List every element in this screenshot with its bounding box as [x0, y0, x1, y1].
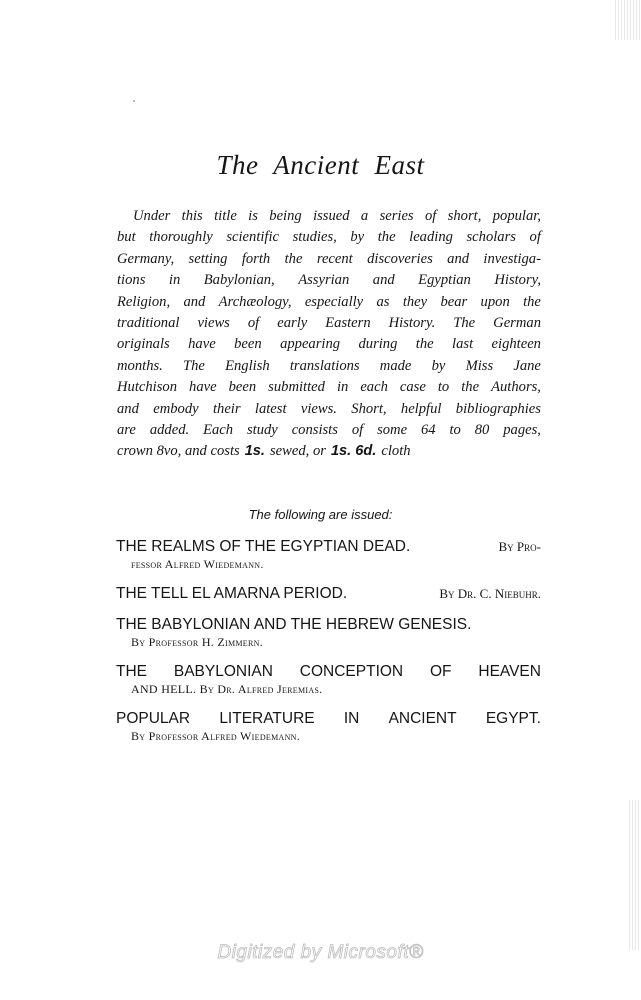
page-title: The Ancient East	[216, 150, 425, 180]
price-text-price1: 1s.	[244, 443, 265, 460]
word: Religion,	[117, 293, 171, 310]
paragraph-line	[117, 249, 541, 270]
word: appearing	[280, 336, 341, 353]
paragraph-line	[117, 227, 541, 248]
entry-title: THE BABYLONIAN AND THE HEBREW GENESIS.	[116, 616, 472, 633]
word: the	[461, 379, 480, 396]
entry-title	[116, 709, 541, 728]
word: traditional	[117, 314, 180, 331]
list-item	[116, 537, 541, 572]
section-subheading: The following are issued:	[248, 507, 393, 522]
word: views	[197, 314, 230, 331]
word: and	[117, 400, 139, 417]
word: popular,	[492, 208, 541, 224]
watermark: Digitized by Microsoft®	[217, 942, 424, 963]
word: bibliographies	[455, 400, 541, 417]
word: title	[214, 208, 237, 224]
word: the	[284, 250, 303, 267]
word: made	[379, 357, 412, 374]
word: Hutchison	[117, 379, 177, 396]
word: especially	[304, 293, 364, 310]
price-text-post: cloth	[381, 443, 411, 460]
word: of	[529, 229, 541, 246]
paragraph-line	[117, 377, 541, 398]
intro-paragraph	[117, 206, 541, 463]
word: been	[234, 336, 262, 353]
word: forth	[241, 250, 271, 267]
word: eighteen	[491, 336, 541, 353]
word: to	[449, 421, 461, 438]
paragraph-line	[117, 420, 541, 441]
word: a	[360, 208, 369, 224]
word: and	[447, 250, 470, 267]
paragraph-line	[117, 356, 541, 377]
word: thoroughly	[149, 229, 213, 246]
word: leading	[409, 229, 453, 246]
word: The	[183, 357, 205, 374]
entry-title-line	[116, 662, 541, 681]
word: and	[372, 272, 395, 289]
word: recent	[316, 250, 353, 267]
word: studies,	[292, 229, 337, 246]
entry-author: By Pro-	[498, 539, 541, 554]
word: 64	[420, 421, 436, 438]
price-text-mid: sewed, or	[269, 443, 326, 460]
word: tions	[117, 272, 146, 289]
paragraph-line	[117, 334, 541, 355]
word: have	[188, 336, 216, 353]
word: EGYPT.	[485, 710, 541, 727]
issued-list	[116, 537, 541, 756]
word: German	[493, 314, 541, 331]
word: each	[360, 379, 388, 396]
word: the	[523, 293, 541, 310]
entry-title: THE REALMS OF THE EGYPTIAN DEAD.	[116, 538, 411, 555]
word: study	[246, 421, 278, 438]
paragraph-line	[117, 292, 541, 313]
word: upon	[480, 293, 510, 310]
word: Authors,	[491, 379, 541, 396]
word: series	[379, 208, 414, 224]
word: 80	[474, 421, 490, 438]
word: IN	[343, 710, 360, 727]
entry-title: THE TELL EL AMARNA PERIOD.	[116, 585, 348, 602]
word: POPULAR	[116, 710, 191, 727]
entry-author: By Professor Alfred Wiedemann.	[131, 729, 301, 743]
word: months.	[117, 357, 163, 374]
word: investiga-	[483, 250, 541, 267]
scan-edge-noise	[613, 0, 641, 40]
word: during	[358, 336, 398, 353]
word: Babylonian,	[203, 272, 275, 289]
word: scholars	[466, 229, 516, 246]
word: English	[225, 357, 270, 374]
word: views.	[300, 400, 337, 417]
word: in	[336, 379, 349, 396]
list-item	[116, 615, 541, 650]
word: consists	[291, 421, 338, 438]
word: some	[377, 421, 408, 438]
entry-title	[116, 662, 541, 681]
list-item	[116, 662, 541, 697]
word: the	[415, 336, 434, 353]
word: their	[212, 400, 241, 417]
word: they	[402, 293, 428, 310]
word: to	[437, 379, 450, 396]
entry-title-line	[116, 709, 541, 728]
word: translations	[289, 357, 360, 374]
word: and	[183, 293, 206, 310]
price-text-price2: 1s. 6d.	[330, 443, 377, 460]
entry-author: By Dr. C. Niebuhr.	[439, 586, 541, 601]
entry-title-line	[116, 615, 541, 634]
scan-edge-noise	[627, 800, 641, 950]
scan-speck	[133, 100, 135, 102]
entry-title-line	[116, 537, 541, 556]
word: Short,	[351, 400, 387, 417]
paragraph-line	[117, 313, 541, 334]
word: THE	[116, 663, 147, 680]
word: short,	[447, 208, 482, 224]
word: is	[248, 208, 258, 224]
paragraph-line	[117, 206, 541, 227]
word: The	[453, 314, 476, 331]
word: of	[247, 314, 260, 331]
word: this	[181, 208, 203, 224]
word: Archæology,	[218, 293, 292, 310]
word: scientific	[226, 229, 280, 246]
word: setting	[188, 250, 228, 267]
word: as	[376, 293, 390, 310]
word: Germany,	[117, 250, 175, 267]
entry-author: By Professor H. Zimmern.	[131, 635, 264, 649]
paragraph-line	[117, 399, 541, 420]
word: History,	[494, 272, 541, 289]
word: of	[424, 208, 437, 224]
word: issued	[313, 208, 350, 224]
word: of	[351, 421, 364, 438]
word: LITERATURE	[219, 710, 315, 727]
paragraph-line	[117, 270, 541, 291]
word: ANCIENT	[388, 710, 457, 727]
word: Each	[203, 421, 234, 438]
word: by	[431, 357, 446, 374]
word: the	[377, 229, 396, 246]
word: History.	[388, 314, 436, 331]
word: but	[117, 229, 136, 246]
word: early	[277, 314, 308, 331]
word: OF	[429, 663, 452, 680]
word: bear	[440, 293, 468, 310]
word: Eastern	[325, 314, 371, 331]
word: pages,	[503, 421, 541, 438]
word: originals	[117, 336, 170, 353]
entry-author: fessor Alfred Wiedemann.	[131, 557, 264, 571]
paragraph-line-last	[117, 441, 541, 462]
word: being	[269, 208, 302, 224]
list-item	[116, 584, 541, 603]
word: by	[350, 229, 365, 246]
word: submitted	[268, 379, 325, 396]
list-item	[116, 709, 541, 744]
word: BABYLONIAN	[173, 663, 273, 680]
word: CONCEPTION	[299, 663, 404, 680]
word: been	[228, 379, 257, 396]
word: discoveries	[367, 250, 433, 267]
word: HEAVEN	[478, 663, 541, 680]
word: are	[117, 421, 136, 438]
word: Egyptian	[418, 272, 471, 289]
entry-author: AND HELL. By Dr. Alfred Jeremias.	[131, 682, 323, 696]
word: last	[452, 336, 474, 353]
word: embody	[153, 400, 199, 417]
word: in	[168, 272, 181, 289]
word: case	[399, 379, 426, 396]
word: added.	[149, 421, 190, 438]
price-text-pre: crown 8vo, and costs	[117, 443, 240, 460]
word: helpful	[400, 400, 442, 417]
entry-title-line	[116, 584, 541, 603]
word: have	[189, 379, 217, 396]
word: Under	[133, 208, 171, 224]
word: latest	[254, 400, 287, 417]
word: Miss	[465, 357, 494, 374]
word: Assyrian	[298, 272, 350, 289]
word: Jane	[513, 357, 541, 374]
